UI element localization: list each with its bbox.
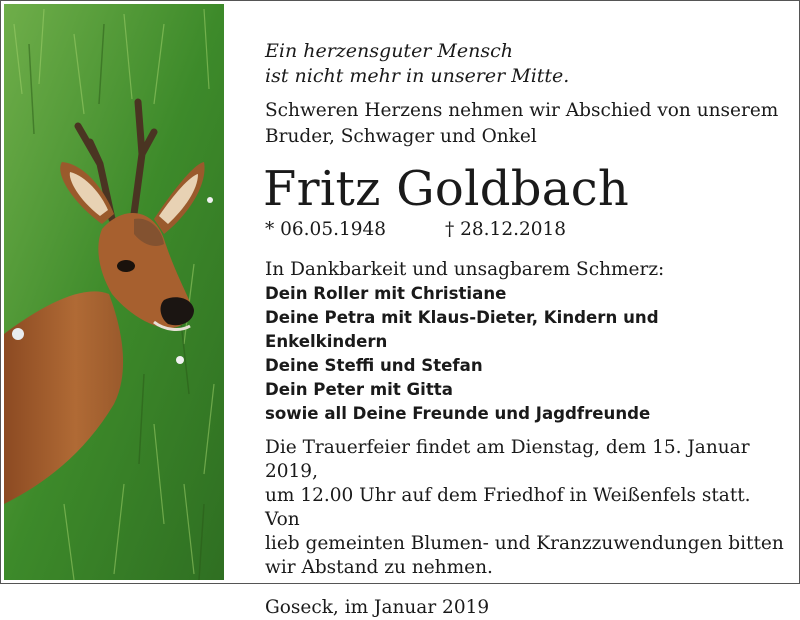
funeral-line: wir Abstand zu nehmen. (265, 557, 493, 578)
obituary-text (265, 39, 785, 620)
mourner-line: Deine Steffi und Stefan (265, 356, 483, 375)
mourner-line: Dein Roller mit Christiane (265, 284, 507, 303)
farewell-intro (265, 98, 785, 150)
motto (265, 39, 785, 89)
deer-photo (4, 4, 224, 580)
funeral-line: um 12.00 Uhr auf dem Friedhof in Weißenfels statt. Von (265, 485, 751, 530)
motto-line: Ein herzensguter Mensch (265, 40, 513, 62)
deceased-name: Fritz Goldbach (263, 161, 630, 217)
birth-date: * 06.05.1948 (265, 219, 387, 240)
funeral-line: lieb gemeinten Blumen- und Kranzzuwendungen bitten (265, 533, 784, 554)
mourner-line: Deine Petra mit Klaus-Dieter, Kindern und Enkelkindern (265, 308, 659, 351)
death-date: † 28.12.2018 (445, 219, 567, 240)
intro-line: Schweren Herzens nehmen wir Abschied von unserem (265, 100, 779, 121)
life-dates (265, 218, 785, 242)
motto-line: ist nicht mehr in unserer Mitte. (265, 65, 570, 87)
mourner-line: Dein Peter mit Gitta (265, 380, 453, 399)
funeral-line: Die Trauerfeier findet am Dienstag, dem 15. Januar 2019, (265, 437, 750, 482)
mourning-intro: In Dankbarkeit und unsagbarem Schmerz: (265, 259, 665, 280)
funeral-notice (265, 436, 785, 580)
mourner-line: sowie all Deine Freunde und Jagdfreunde (265, 404, 651, 423)
intro-line: Bruder, Schwager und Onkel (265, 126, 537, 147)
place-date: Goseck, im Januar 2019 (265, 597, 490, 618)
